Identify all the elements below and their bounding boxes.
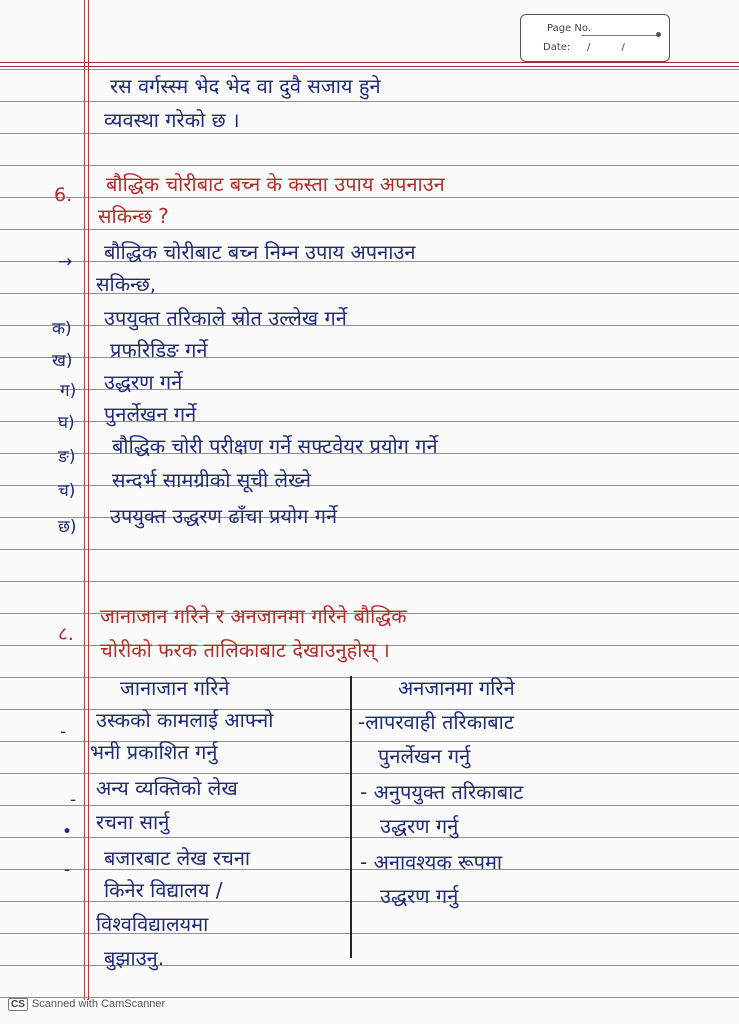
table-cell-left: बजारबाट लेख रचना <box>104 846 251 870</box>
text-line: रस वर्गस्स्म भेद भेद वा दुवै सजाय हुने <box>110 74 381 98</box>
table-cell-left: किनेर विद्यालय / <box>104 878 223 902</box>
list-marker: ग) <box>60 381 77 401</box>
table-cell-right: उद्धरण गर्नु <box>380 884 459 908</box>
list-item: उद्धरण गर्ने <box>104 370 183 394</box>
camscanner-logo: CS <box>8 998 28 1011</box>
table-cell-left: रचना सार्नु <box>96 810 170 834</box>
scanner-watermark <box>8 998 165 1011</box>
list-item: प्रफरिडिङ गर्ने <box>110 338 208 362</box>
list-marker: ङ) <box>58 447 76 467</box>
table-cell-right: उद्धरण गर्नु <box>380 814 459 838</box>
table-cell-left: भनी प्रकाशित गर्नु <box>90 740 218 764</box>
page-no-dot <box>656 32 661 37</box>
header-rule <box>0 62 739 63</box>
table-cell-left: उस्कको कामलाई आफ्नो <box>96 708 274 732</box>
date-label: Date: <box>543 42 571 53</box>
page-number-box <box>520 14 670 62</box>
list-item: सन्दर्भ सामग्रीको सूची लेख्ने <box>112 468 312 492</box>
question-number: ८. <box>58 623 74 645</box>
table-cell-right: पुनर्लेखन गर्नु <box>378 744 471 768</box>
table-cell-right: - अनावश्यक रूपमा <box>360 850 503 874</box>
header-rule <box>0 66 739 67</box>
list-item: उपयुक्त उद्धरण ढाँचा प्रयोग गर्ने <box>110 504 338 528</box>
question-text: बौद्धिक चोरीबाट बच्न के कस्ता उपाय अपनाउन <box>106 172 445 196</box>
table-cell-right: - अनुपयुक्त तरिकाबाट <box>360 780 524 804</box>
table-divider <box>350 676 352 958</box>
page-no-line <box>581 35 659 36</box>
dash-marker: - <box>64 860 71 880</box>
list-marker: च) <box>58 481 76 501</box>
arrow-marker: → <box>58 252 73 272</box>
question-number: 6. <box>54 184 73 206</box>
table-cell-left: विश्वविद्यालयमा <box>96 912 209 936</box>
list-marker: क) <box>52 319 72 339</box>
table-cell-left: अन्य व्यक्तिको लेख <box>96 776 238 800</box>
question-text: जानाजान गरिने र अनजानमा गरिने बौद्धिक <box>100 604 407 628</box>
dash-marker: - <box>70 790 77 810</box>
scanner-text: Scanned with CamScanner <box>31 998 166 1010</box>
list-marker: छ) <box>58 517 77 537</box>
date-separators: / / <box>587 42 639 53</box>
text-line: व्यवस्था गरेको छ । <box>104 108 240 132</box>
table-header-left: जानाजान गरिने <box>120 676 230 700</box>
list-item: उपयुक्त तरिकाले स्रोत उल्लेख गर्ने <box>104 306 347 330</box>
table-cell-left: बुझाउनु. <box>104 946 165 970</box>
answer-text: बौद्धिक चोरीबाट बच्न निम्न उपाय अपनाउन <box>104 240 416 264</box>
margin-line <box>84 0 85 1000</box>
question-text: चोरीको फरक तालिकाबाट देखाउनुहोस् । <box>100 638 390 662</box>
list-item: बौद्धिक चोरी परीक्षण गर्ने सफ्टवेयर प्रयोग गर्ने <box>112 434 438 458</box>
table-cell-right: -लापरवाही तरिकाबाट <box>358 710 514 734</box>
list-item: पुनर्लेखन गर्ने <box>104 402 197 426</box>
dash-marker: - <box>60 722 67 742</box>
list-marker: ख) <box>52 351 73 371</box>
list-marker: घ) <box>58 413 75 433</box>
question-text: सकिन्छ ? <box>98 204 169 228</box>
page-no-label: Page No. <box>547 23 591 34</box>
dot-marker: • <box>62 822 73 842</box>
table-header-right: अनजानमा गरिने <box>398 676 515 700</box>
answer-text: सकिन्छ, <box>96 272 157 296</box>
margin-line <box>88 0 89 1000</box>
